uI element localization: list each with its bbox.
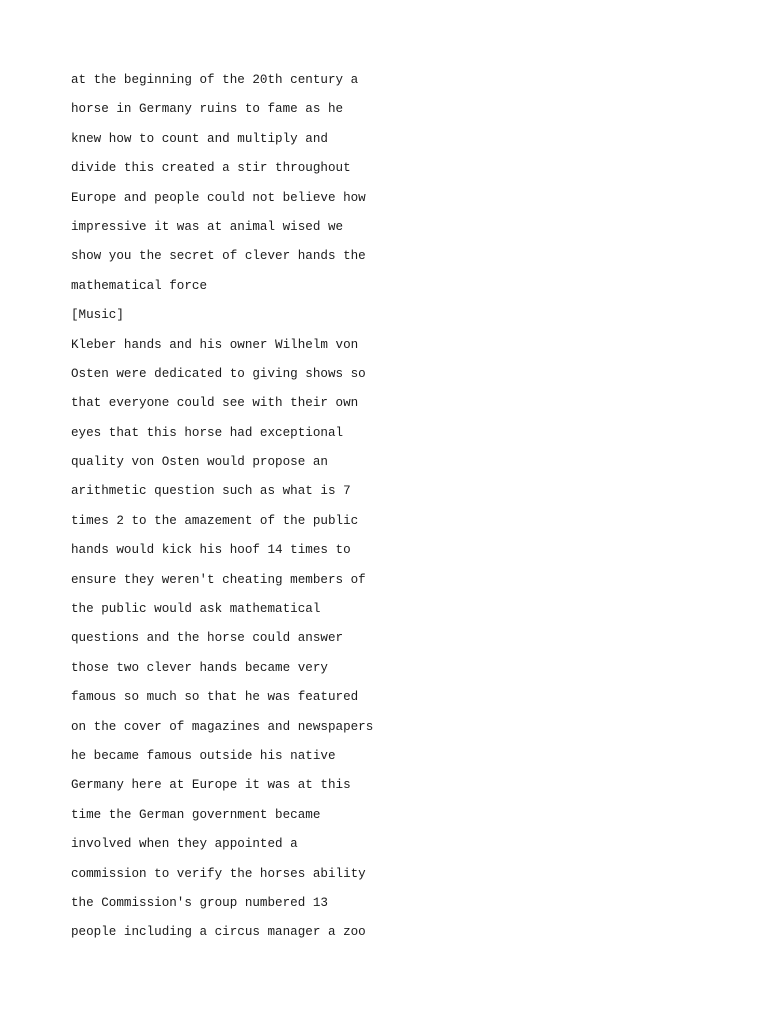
transcript-line: mathematical force (71, 278, 208, 293)
transcript-line: Germany here at Europe it was at this (71, 778, 351, 793)
transcript-line: show you the secret of clever hands the (71, 249, 366, 264)
transcript-line: that everyone could see with their own (71, 396, 359, 411)
transcript-line: [Music] (71, 308, 124, 323)
transcript-line: Europe and people could not believe how (71, 190, 366, 205)
transcript-line: knew how to count and multiply and (71, 131, 328, 146)
transcript-line: times 2 to the amazement of the public (71, 513, 359, 528)
transcript-line: involved when they appointed a (71, 837, 298, 852)
transcript-line: the public would ask mathematical (71, 602, 321, 617)
transcript-line: hands would kick his hoof 14 times to (71, 543, 351, 558)
transcript-line: ensure they weren't cheating members of (71, 572, 366, 587)
transcript-line: people including a circus manager a zoo (71, 925, 366, 940)
transcript-line: Osten were dedicated to giving shows so (71, 366, 366, 381)
transcript-text (71, 70, 373, 952)
transcript-line: Kleber hands and his owner Wilhelm von (71, 337, 359, 352)
transcript-line: the Commission's group numbered 13 (71, 895, 328, 910)
transcript-line: arithmetic question such as what is 7 (71, 484, 351, 499)
transcript-line: horse in Germany ruins to fame as he (71, 102, 344, 117)
transcript-line: he became famous outside his native (71, 748, 336, 763)
transcript-line: on the cover of magazines and newspapers (71, 719, 374, 734)
transcript-line: quality von Osten would propose an (71, 455, 328, 470)
transcript-line: those two clever hands became very (71, 660, 328, 675)
transcript-line: commission to verify the horses ability (71, 866, 366, 881)
transcript-line: questions and the horse could answer (71, 631, 344, 646)
transcript-line: at the beginning of the 20th century a (71, 73, 359, 87)
transcript-line: eyes that this horse had exceptional (71, 425, 344, 440)
transcript-line: time the German government became (71, 807, 321, 822)
transcript-line: famous so much so that he was featured (71, 690, 359, 705)
transcript-line: impressive it was at animal wised we (71, 219, 344, 234)
transcript-line: divide this created a stir throughout (71, 161, 351, 176)
